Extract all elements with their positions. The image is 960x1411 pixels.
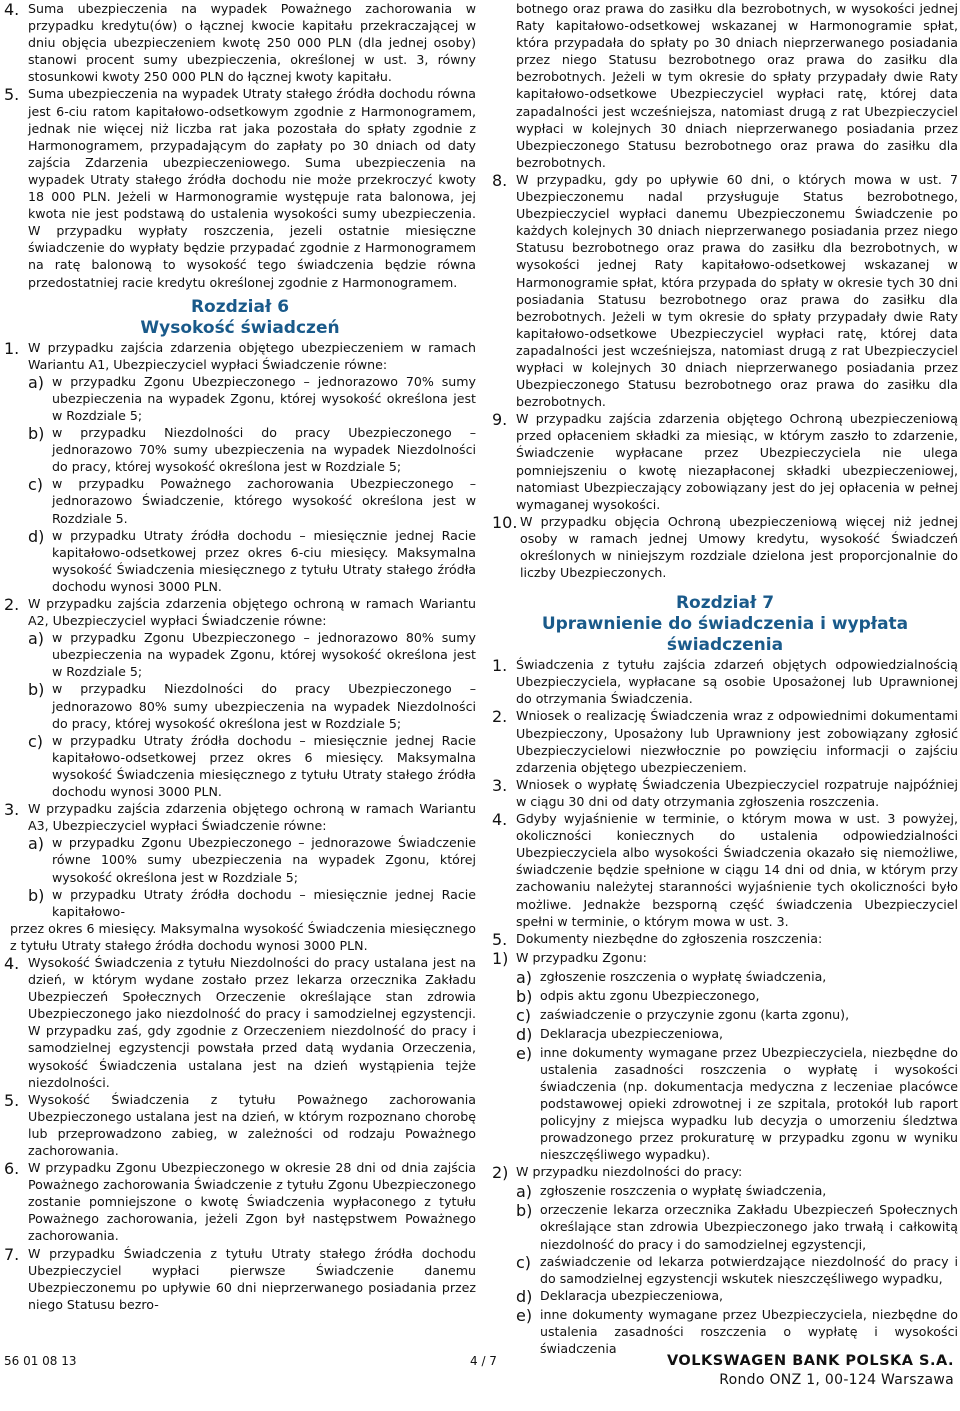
sub-item: a) zgłoszenie roszczenia o wypłatę świadczenia, — [516, 967, 827, 987]
chapter-title: Uprawnienie do świadczenia i wypłata świadczenia — [541, 614, 909, 656]
sub-item: b) odpis aktu zgonu Ubezpieczonego, — [516, 986, 760, 1006]
sub-item: c) zaświadczenie od lekarza potwierdzające niezdolność do pracy i do samodzielnej egzystencji wskutek nieszczęśliwego wypadku, — [516, 1252, 958, 1286]
list-item: 5. Dokumenty niezbędne do zgłoszenia roszczenia: — [492, 929, 823, 949]
sub-item: b) w przypadku Niezdolności do pracy Ubezpieczonego – jednorazowo 80% sumy ubezpieczenia na wypadek Niezdolności do pracy, której wysokość określona jest w Rozdziale 5; — [28, 680, 476, 731]
list-item: 4. Suma ubezpieczenia na wypadek Poważnego zachorowania w przypadku kredytu(ów) o łącznej kwocie kapitału przekraczającej w dniu objęcia ubezpieczeniem kwotę 250 000 PLN (dla jednej osoby) stanowi procent sumy ubezpieczenia, określonej w ust. 3, równy stosunkowi kwoty 250 000 PLN do łącznej kwoty kapitału. — [4, 0, 476, 85]
sub-item: c) w przypadku Utraty źródła dochodu – miesięcznie jednej Racie kapitałowo-odsetkowej przez okres 6 miesięcy. Maksymalna wysokość Świadczenia miesięcznego z tytułu Utraty stałego źródła dochodu wynosi 3000 PLN. — [28, 731, 476, 800]
document-code: 56 01 08 13 — [4, 1354, 77, 1368]
bank-footer — [667, 1352, 954, 1390]
list-item: 2. Wniosek o realizację Świadczenia wraz z odpowiednimi dokumentami Ubezpieczony, Uposażony lub Uprawniony jest zobowiązany zgłosić Ubezpieczycielowi niezwłocznie po powzięciu informacji o zajściu zdarzenia objętego ubezpieczeniem. — [492, 707, 958, 775]
bank-address: Rondo ONZ 1, 00-124 Warszawa — [719, 1372, 954, 1388]
sub-item: b) orzeczenie lekarza orzecznika Zakładu Ubezpieczeń Społecznych określające stan zdrowia Ubezpieczonego jako trwałą i całkowitą niezdolność do pracy i do samodzielnej egzystencji, — [516, 1201, 958, 1252]
list-item: 2. W przypadku zajścia zdarzenia objętego ochroną w ramach Wariantu A2, Ubezpieczyciel wypłaci Świadczenie równe: — [4, 595, 476, 629]
sub-item: c) w przypadku Poważnego zachorowania Ubezpieczonego – jednorazowo Świadczenie, którego wysokość określona jest w Rozdziale 5. — [28, 475, 476, 526]
chapter-title: Wysokość świadczeń — [140, 317, 340, 338]
sub-item: c) zaświadczenie o przyczynie zgonu (karta zgonu), — [516, 1005, 850, 1025]
sub-item: a) zgłoszenie roszczenia o wypłatę świadczenia, — [516, 1182, 827, 1202]
paragraph: przez okres 6 miesięcy. Maksymalna wysokość Świadczenia miesięcznego z tytułu Utraty stałego źródła dochodu wynosi 3000 PLN. — [10, 920, 476, 953]
bank-name: VOLKSWAGEN BANK POLSKA S.A. — [666, 1353, 954, 1369]
left-column — [4, 0, 476, 1313]
sub-item: b) w przypadku Utraty źródła dochodu – miesięcznie jednej Racie kapitałowo- — [28, 885, 476, 919]
list-item: 1. W przypadku zajścia zdarzenia objętego ubezpieczeniem w ramach Wariantu A1, Ubezpieczyciel wypłaci Świadczenie równe: — [4, 338, 476, 372]
list-item: 7. W przypadku Świadczenia z tytułu Utraty stałego źródła dochodu Ubezpieczyciel wypłaci pierwsze Świadczenie danemu Ubezpieczonemu po upływie 60 dni nieprzerwanego posiadania przez niego Statusu bezro- — [4, 1244, 476, 1312]
sub-item: d) Deklaracja ubezpieczeniowa, — [516, 1286, 724, 1306]
list-item: 3. W przypadku zajścia zdarzenia objętego ochroną w ramach Wariantu A3, Ubezpieczyciel wypłaci Świadczenie równe: — [4, 800, 476, 834]
list-item: 5. Wysokość Świadczenia z tytułu Poważnego zachorowania Ubezpieczonego ustalana jest na dzień, w którym rozpoznano chorobę lub przeprowadzono zabieg, w zależności od rodzaju Poważnego zachorowania. — [4, 1090, 476, 1158]
sub-item: a) w przypadku Zgonu Ubezpieczonego – jednorazowe Świadczenie równe 100% sumy ubezpieczenia na wypadek Zgonu, której wysokość określona jest w Rozdziale 5; — [28, 834, 476, 885]
list-item: 1. Świadczenia z tytułu zajścia zdarzeń objętych odpowiedzialnością Ubezpieczyciela, wypłacane są osobie Uposażonej lub Uprawnionej do otrzymania Świadczenia. — [492, 656, 958, 707]
chapter-heading: Rozdział 7 — [675, 593, 775, 614]
right-column — [492, 0, 958, 1357]
list-item: 10. W przypadku objęcia Ochroną ubezpieczeniową więcej niż jednej osoby w ramach jednej Umowy kredytu, wysokość Świadczeń określonych w niniejszym rozdziale dzielona jest proporcjonalnie do liczby Ubezpieczonych. — [492, 512, 958, 581]
list-item: 2) W przypadku niezdolności do pracy: — [492, 1163, 743, 1183]
sub-item: a) w przypadku Zgonu Ubezpieczonego – jednorazowo 80% sumy ubezpieczenia na wypadek Zgonu, której wysokość określona jest w Rozdziale 5; — [28, 629, 476, 680]
list-item: 1) W przypadku Zgonu: — [492, 948, 647, 968]
list-item: 5. Suma ubezpieczenia na wypadek Utraty stałego źródła dochodu równa jest 6-ciu ratom kapitałowo-odsetkowym zgodnie z Harmonogramem, jednak nie więcej niż liczba rat jaka pozostała do spłaty zgodnie z Harmonogramem, przypadającym do zapłaty po 30 dniach od daty zajścia Zdarzenia ubezpieczeniowego. Suma ubezpieczenia na wypadek Utraty stałego źródła dochodu nie może przekroczyć kwoty 18 000 PLN. Jeżeli w Harmonogramie występuje rata balonowa, jej kwota nie jest podstawą do ustalenia wysokości sumy ubezpieczenia. W przypadku wypłaty roszczenia, jezeli ostatnie miesięczne świadczenie do wypłaty będzie przypadać zgodnie z Harmonogramem na ratę balonową to wysokość tego świadczenia będzie równa przedostatniej racie kredytu określonej zgodnie z Harmonogramem. — [4, 85, 476, 290]
page-number: 4 / 7 — [470, 1354, 497, 1368]
sub-item: a) w przypadku Zgonu Ubezpieczonego – jednorazowo 70% sumy ubezpieczenia na wypadek Zgonu, której wysokość określona jest w Rozdziale 5; — [28, 372, 476, 423]
sub-item: d) w przypadku Utraty źródła dochodu – miesięcznie jednej Racie kapitałowo-odsetkowej przez okres 6-ciu miesięcy. Maksymalna wysokość Świadczenia miesięcznego z tytułu Utraty stałego źródła dochodu wynosi 3000 PLN. — [28, 526, 476, 594]
list-item: 3. Wniosek o wypłatę Świadczenia Ubezpieczyciel rozpatruje najpóźniej w ciągu 30 dni od daty otrzymania zgłoszenia roszczenia. — [492, 775, 958, 809]
chapter-heading: Rozdział 6 — [190, 296, 290, 317]
list-item: 4. Gdyby wyjaśnienie w terminie, o którym mowa w ust. 3 powyżej, okoliczności koniecznych do ustalenia odpowiedzialności Ubezpieczyciela albo wysokości Świadczenia okazało się niemożliwe, świadczenie będzie spełnione w ciągu 14 dni od dnia, w którym przy zachowaniu należytej staranności wyjaśnienie tych okoliczności było możliwe. Jednakże bezsporną część świadczenia Ubezpieczyciel spełni w terminie, o którym mowa w ust. 3. — [492, 810, 958, 929]
sub-item: e) inne dokumenty wymagane przez Ubezpieczyciela, niezbędne do ustalenia zasadności roszczenia o wypłatę i wysokości świadczenia (np. dokumentacja medyczna z leczeniae placówce podstawowej opieki zdrowotnej i ze szpitala, protokół lub raport policyjny z miejsca wypadku lub decyzja o umorzeniu śledztwa prowadzonego przez prokuraturę w przypadku zgonu w wyniku nieszczęśliwego wypadku). — [516, 1043, 958, 1163]
list-item: 4. Wysokość Świadczenia z tytułu Niezdolności do pracy ustalana jest na dzień, w którym wydane zostało przez lekarza orzecznika Zakładu Ubezpieczeń Społecznych Orzeczenie określające stan zdrowia Ubezpieczonego jako niezdolność do pracy i samodzielnej egzystencji. W przypadku zaś, gdy zgodnie z Orzeczeniem niezdolność do pracy i samodzielnej egzystencji powstała przed datą wydania Orzeczenia, wysokość Świadczenia ustalana jest na dzień wystąpienia tejże niezdolności. — [4, 953, 476, 1090]
list-item: 6. W przypadku Zgonu Ubezpieczonego w okresie 28 dni od dnia zajścia Poważnego zachorowania Świadczenie z tytułu Zgonu Ubezpieczonego zostanie pomniejszone o kwotę Świadczenia wypłaconego z tytułu Poważnego zachorowania, jeżeli Zgon był następstwem Poważnego zachorowania. — [4, 1159, 476, 1244]
list-item: 8. W przypadku, gdy po upływie 60 dni, o których mowa w ust. 7 Ubezpieczonemu nadal przysługuje Status bezrobotnego, Ubezpieczyciel wypłaci danemu Ubezpieczonemu Świadczenie po każdych kolejnych 30 dniach nieprzerwanego posiadania przez niego Statusu bezrobotnego oraz prawa do zasiłku dla bezrobotnych, w wysokości jednej Raty kapitałowo-odsetkowej wskazanej w Harmonogramie spłat, która przypada do spłaty w okresie tych 30 dni posiadania Statusu bezrobotnego oraz prawa do zasiłku dla bezrobotnych. Jeżeli w tym okresie do spłaty przypadały dwie Raty kapitałowo-odsetkowe Ubezpieczyciel wypłaci ratę, której data zapadalności jest wcześniejsza, natomiast drugą z rat Ubezpieczyciel wypłaci w kolejnych 30 dniach nieprzerwanego posiadania przez Ubezpieczonego Statusu bezrobotnego oraz prawa do zasiłku dla bezrobotnych. — [492, 170, 958, 410]
sub-item: e) inne dokumenty wymagane przez Ubezpieczyciela, niezbędne do ustalenia zasadności roszczenia o wypłatę i wysokości świadczenia — [516, 1305, 958, 1356]
sub-item: d) Deklaracja ubezpieczeniowa, — [516, 1024, 724, 1044]
sub-item: b) w przypadku Niezdolności do pracy Ubezpieczonego – jednorazowo 70% sumy ubezpieczenia na wypadek Niezdolności do pracy, której wysokość określona jest w Rozdziale 5; — [28, 424, 476, 475]
list-item: 9. W przypadku zajścia zdarzenia objętego Ochroną ubezpieczeniową przed opłaceniem składki za miesiąc, w którym zaszło to zdarzenie, Świadczenie wypłacane przez Ubezpieczyciela nie ulega pomniejszeniu o kwotę niezapłaconej składki ubezpieczeniowej, natomiast Ubezpieczający zobowiązany jest do jej opłacenia w pełnej wymaganej wysokości. — [492, 410, 958, 512]
paragraph: botnego oraz prawa do zasiłku dla bezrobotnych, w wysokości jednej Raty kapitałowo-odsetkowej wskazanej w Harmonogramie spłat, która przypadała do spłaty po 30 dniach nieprzerwanego posiadania przez niego Statusu bezrobotnego oraz prawa do zasiłku dla bezrobotnych. Jeżeli w tym okresie do spłaty przypadały dwie Raty kapitałowo-odsetkowe Ubezpieczyciel wypłaci ratę, której data zapadalności jest wcześniejsza, natomiast drugą z rat Ubezpieczyciel wypłaci w kolejnych 30 dniach nieprzerwanego posiadania przez Ubezpieczonego Statusu bezrobotnego oraz prawa do zasiłku dla bezrobotnych. — [516, 1, 958, 170]
